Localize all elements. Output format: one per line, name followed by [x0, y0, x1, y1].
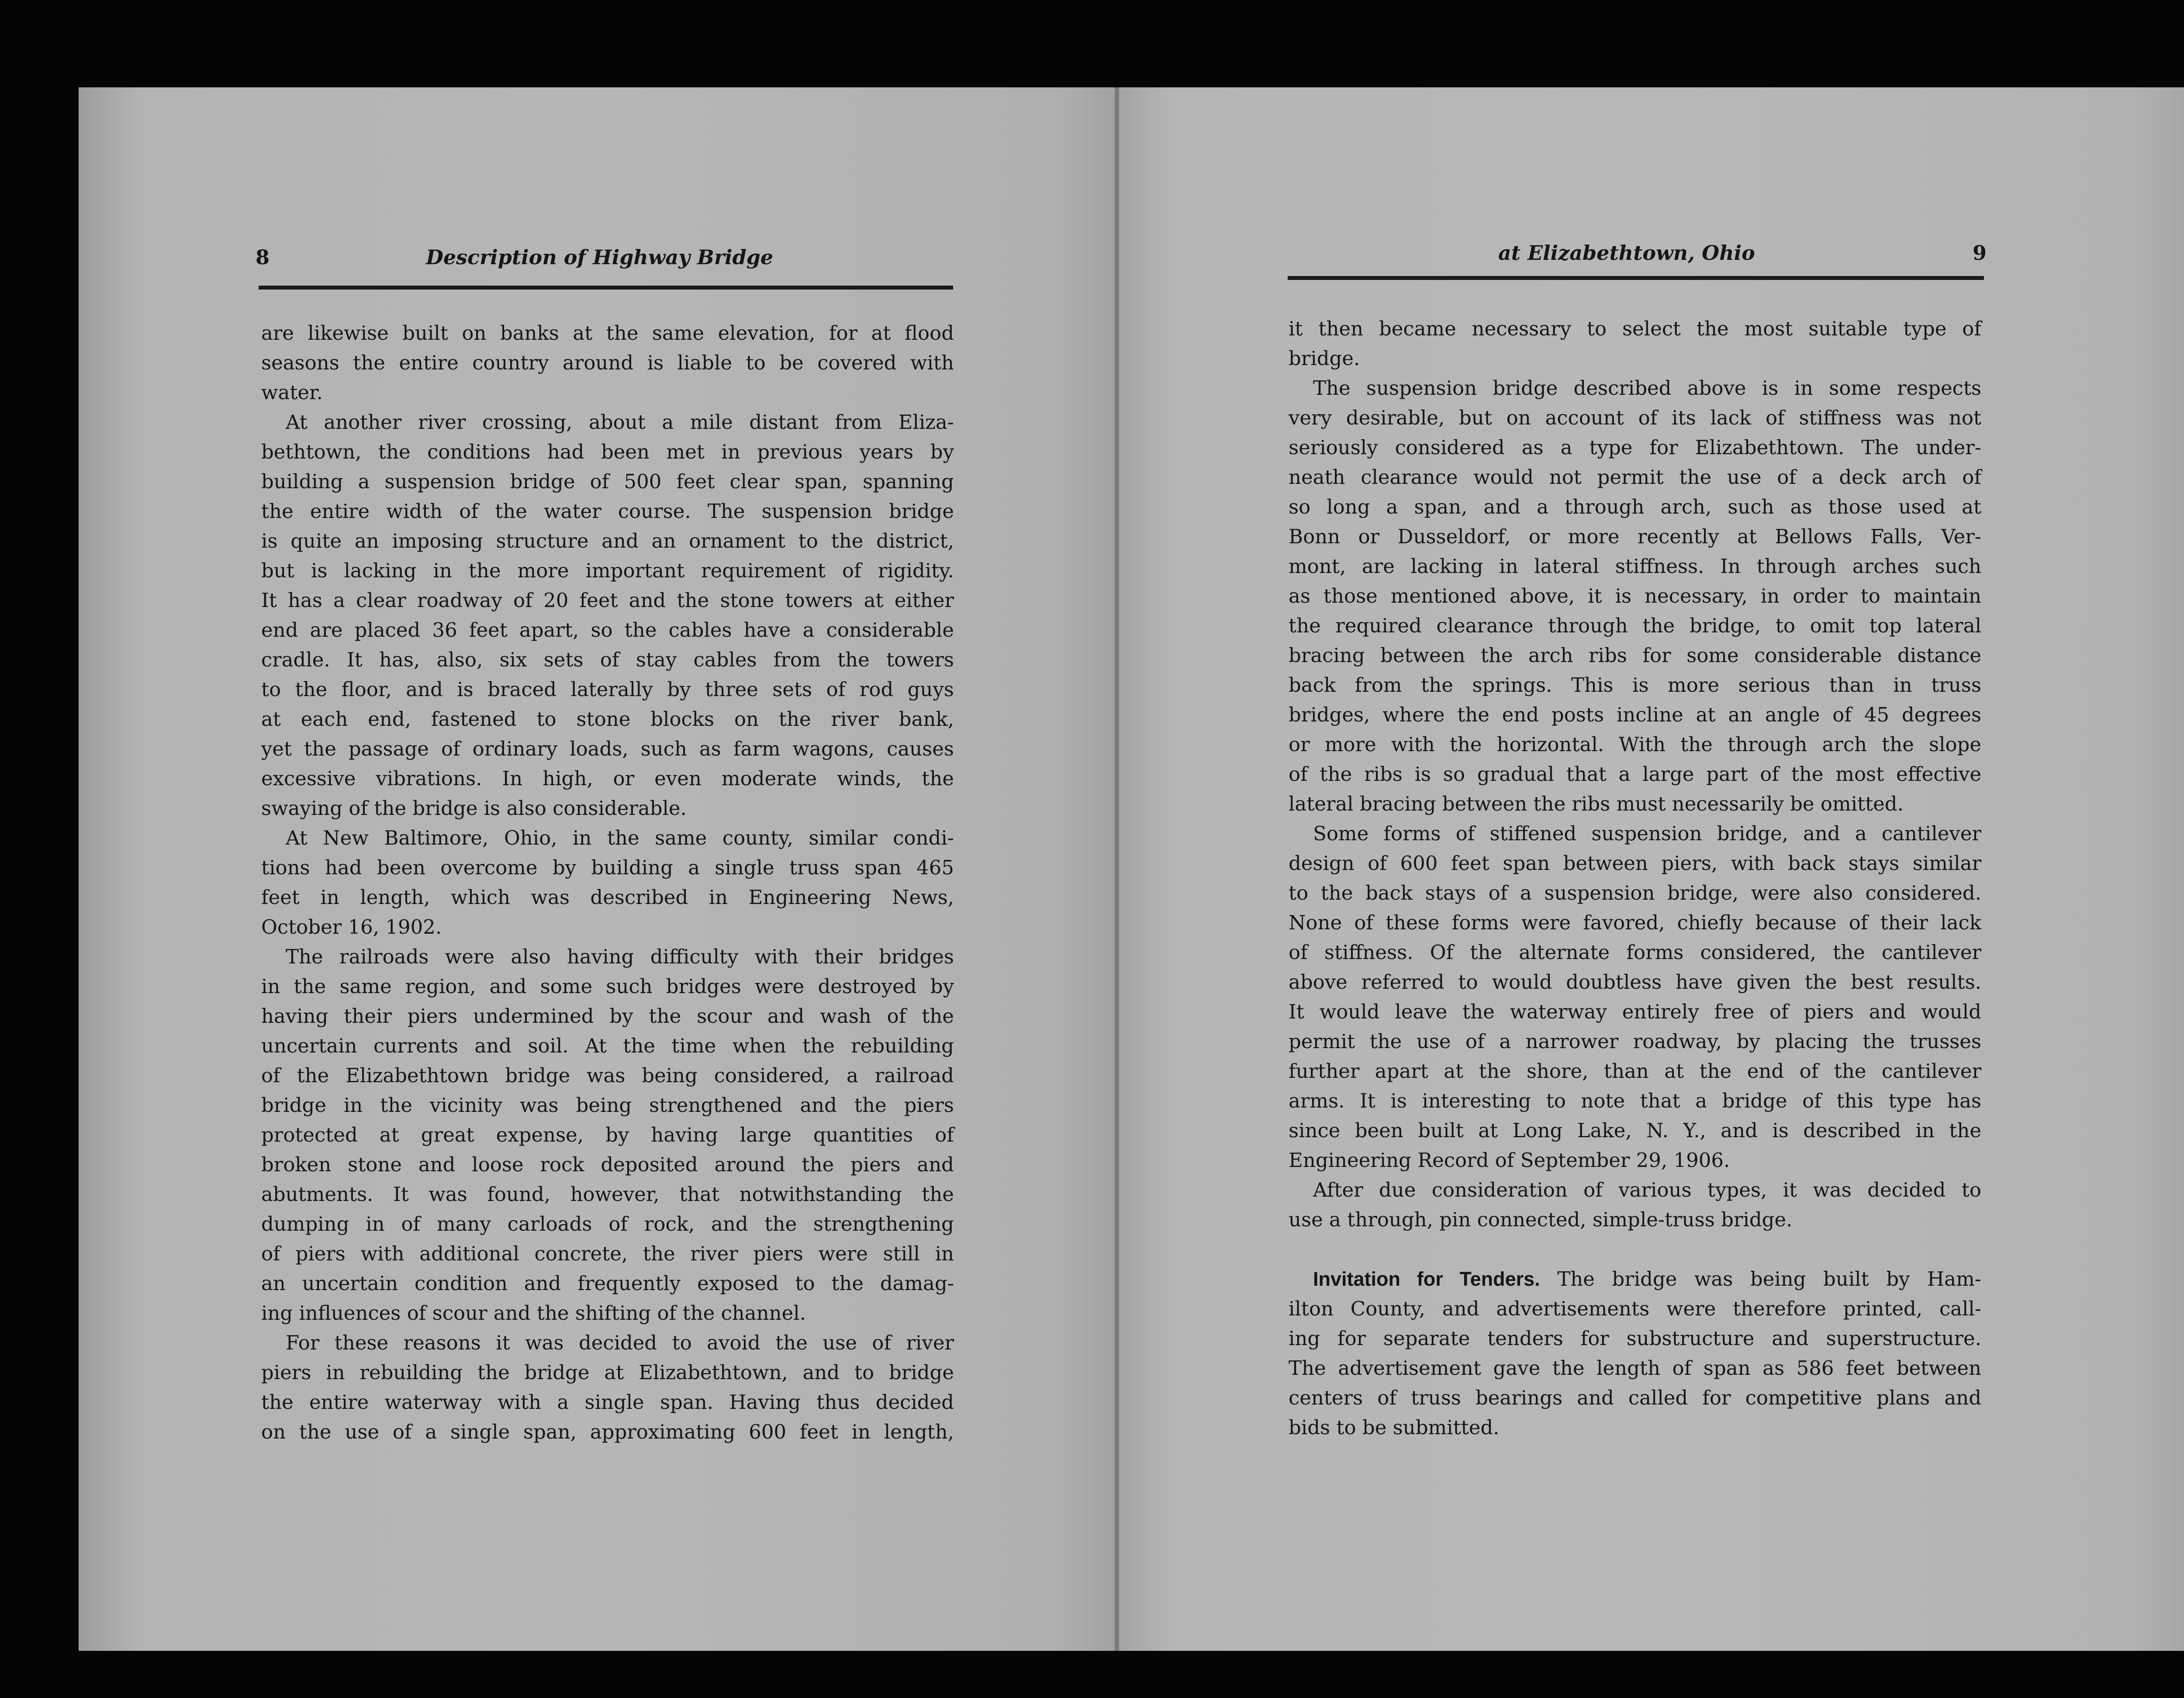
text-line — [261, 1358, 954, 1387]
line-text: piers in rebuilding the bridge at Elizabethtown, and to bridge — [261, 1361, 954, 1384]
paragraph — [261, 1328, 954, 1447]
line-text: an uncertain condition and frequently exposed to the damag- — [261, 1272, 954, 1295]
line-text: It has a clear roadway of 20 feet and the stone towers at either — [261, 589, 954, 612]
text-line — [261, 586, 954, 615]
line-text: bridge. — [1289, 347, 1360, 370]
line-text: It would leave the waterway entirely free of piers and would — [1289, 1000, 1981, 1023]
line-text: The suspension bridge described above is in some respects — [1313, 376, 1981, 400]
line-text: ing influences of scour and the shifting of the channel. — [261, 1301, 806, 1325]
left-header-rule — [259, 286, 953, 290]
text-line — [261, 556, 954, 586]
text-line — [261, 972, 954, 1001]
line-text: of stiffness. Of the alternate forms considered, the cantilever — [1289, 941, 1981, 964]
line-text: permit the use of a narrower roadway, by placing the trusses — [1289, 1030, 1981, 1053]
text-line — [1289, 670, 1981, 700]
text-line — [261, 1417, 954, 1447]
text-line — [1289, 730, 1981, 759]
paragraph — [261, 318, 954, 407]
text-line — [261, 853, 954, 883]
line-text: After due consideration of various types, it was decided to — [1313, 1178, 1981, 1201]
text-line — [1289, 878, 1981, 908]
line-text: dumping in of many carloads of rock, and the strengthening — [261, 1212, 954, 1236]
line-text: bridges, where the end posts incline at an angle of 45 degrees — [1289, 703, 1981, 726]
text-line — [261, 912, 954, 942]
line-text: uncertain currents and soil. At the time when the rebuilding — [261, 1034, 954, 1057]
text-line — [1289, 997, 1981, 1027]
text-line — [1289, 552, 1981, 581]
line-text: lateral bracing between the ribs must necessarily be omitted. — [1289, 792, 1904, 815]
text-line — [261, 407, 954, 437]
paragraph — [1289, 1264, 1981, 1443]
text-line — [1289, 1324, 1981, 1353]
line-text: feet in length, which was described in Engineering News, — [261, 886, 954, 909]
text-line — [1289, 1413, 1981, 1443]
line-text: swaying of the bridge is also considerable. — [261, 797, 687, 820]
text-line — [261, 675, 954, 704]
line-text: ilton County, and advertisements were therefore printed, call- — [1289, 1297, 1981, 1320]
paragraph — [1289, 819, 1981, 1175]
line-text: For these reasons it was decided to avoid the use of river — [286, 1331, 954, 1354]
text-line — [1289, 789, 1981, 819]
line-text: the entire waterway with a single span. Having thus decided — [261, 1391, 954, 1414]
line-text: use a through, pin connected, simple-truss bridge. — [1289, 1208, 1793, 1231]
text-line — [1289, 581, 1981, 611]
line-text: design of 600 feet span between piers, with back stays similar — [1289, 852, 1981, 875]
text-line — [1289, 938, 1981, 967]
line-text: but is lacking in the more important requirement of rigidity. — [261, 559, 954, 582]
line-text: or more with the horizontal. With the through arch the slope — [1289, 733, 1981, 756]
text-line — [261, 734, 954, 764]
text-line — [1289, 1383, 1981, 1413]
line-text: of piers with additional concrete, the river piers were still in — [261, 1242, 954, 1265]
paragraph — [261, 942, 954, 1328]
text-line — [1289, 403, 1981, 433]
line-text: is quite an imposing structure and an ornament to the district, — [261, 529, 954, 552]
line-text: Some forms of stiffened suspension bridge, and a cantilever — [1313, 822, 1981, 845]
text-line — [261, 615, 954, 645]
line-text: The advertisement gave the length of span as 586 feet between — [1289, 1356, 1981, 1380]
text-line — [261, 1387, 954, 1417]
line-text: having their piers undermined by the scour and wash of the — [261, 1004, 954, 1028]
paragraph — [261, 823, 954, 942]
line-text: back from the springs. This is more serious than in truss — [1289, 673, 1981, 697]
text-line — [1289, 1027, 1981, 1056]
text-line — [1289, 1086, 1981, 1116]
text-line — [261, 883, 954, 912]
line-text: abutments. It was found, however, that notwithstanding the — [261, 1183, 954, 1206]
text-line — [1289, 908, 1981, 938]
text-line — [261, 318, 954, 348]
paragraph-gap — [1289, 1235, 1981, 1264]
line-text: very desirable, but on account of its lack of stiffness was not — [1289, 406, 1981, 429]
text-line — [261, 378, 954, 407]
text-line — [261, 1269, 954, 1298]
text-line — [261, 1298, 954, 1328]
line-text: the entire width of the water course. The suspension bridge — [261, 500, 954, 523]
line-text: water. — [261, 381, 323, 404]
right-header-rule — [1288, 276, 1984, 280]
paragraph — [1289, 373, 1981, 819]
text-line — [261, 1091, 954, 1120]
left-running-head: Description of Highway Bridge — [426, 245, 774, 269]
text-line — [261, 1328, 954, 1358]
left-page-number: 8 — [256, 245, 270, 269]
line-text: on the use of a single span, approximating 600 feet in length, — [261, 1420, 954, 1443]
line-text: The bridge was being built by Ham- — [1540, 1267, 1981, 1291]
text-line — [261, 437, 954, 467]
line-text: Bonn or Dusseldorf, or more recently at Bellows Falls, Ver- — [1289, 525, 1981, 548]
text-line — [1289, 373, 1981, 403]
line-text: seasons the entire country around is liable to be covered with — [261, 351, 954, 374]
line-text: centers of truss bearings and called for competitive plans and — [1289, 1386, 1981, 1409]
line-text: At another river crossing, about a mile distant from Eliza- — [286, 411, 954, 434]
line-text: broken stone and loose rock deposited around the piers and — [261, 1153, 954, 1176]
text-line — [1289, 1264, 1981, 1294]
run-in-heading: Invitation for Tenders. — [1313, 1268, 1540, 1290]
line-text: at each end, fastened to stone blocks on the river bank, — [261, 708, 954, 731]
line-text: mont, are lacking in lateral stiffness. In through arches such — [1289, 555, 1981, 578]
book-gutter — [1115, 87, 1119, 1651]
text-line — [1289, 314, 1981, 344]
text-line — [261, 1031, 954, 1061]
text-line — [261, 1150, 954, 1180]
paragraph — [1289, 314, 1981, 373]
text-line — [261, 1061, 954, 1091]
text-line — [1289, 492, 1981, 522]
right-running-head: at Elizabethtown, Ohio — [1498, 241, 1755, 265]
text-line — [1289, 759, 1981, 789]
text-line — [1289, 462, 1981, 492]
line-text: yet the passage of ordinary loads, such as farm wagons, causes — [261, 737, 954, 760]
line-text: the required clearance through the bridge, to omit top lateral — [1289, 614, 1981, 637]
text-line — [261, 823, 954, 853]
text-line — [1289, 1294, 1981, 1324]
text-line — [261, 704, 954, 734]
line-text: ing for separate tenders for substructure and superstructure. — [1289, 1327, 1981, 1350]
line-text: tions had been overcome by building a single truss span 465 — [261, 856, 954, 879]
line-text: Engineering Record of September 29, 1906. — [1289, 1149, 1730, 1172]
line-text: to the floor, and is braced laterally by three sets of rod guys — [261, 678, 954, 701]
line-text: so long a span, and a through arch, such as those used at — [1289, 495, 1981, 518]
right-page-number: 9 — [1973, 241, 1987, 265]
text-line — [261, 1239, 954, 1269]
line-text: bids to be submitted. — [1289, 1416, 1500, 1439]
text-line — [1289, 1353, 1981, 1383]
line-text: building a suspension bridge of 500 feet clear span, spanning — [261, 470, 954, 493]
text-line — [1289, 1116, 1981, 1146]
text-line — [261, 467, 954, 497]
line-text: since been built at Long Lake, N. Y., and is described in the — [1289, 1119, 1981, 1142]
text-line — [1289, 1146, 1981, 1175]
line-text: seriously considered as a type for Elizabethtown. The under- — [1289, 436, 1981, 459]
paragraph — [1289, 1175, 1981, 1235]
right-page-body — [1289, 314, 1981, 1443]
text-line — [261, 794, 954, 823]
line-text: excessive vibrations. In high, or even moderate winds, the — [261, 767, 954, 790]
text-line — [1289, 611, 1981, 641]
text-line — [261, 1209, 954, 1239]
line-text: protected at great expense, by having large quantities of — [261, 1123, 954, 1146]
line-text: neath clearance would not permit the use of a deck arch of — [1289, 466, 1981, 489]
line-text: further apart at the shore, than at the end of the cantilever — [1289, 1060, 1981, 1083]
line-text: cradle. It has, also, six sets of stay cables from the towers — [261, 648, 954, 671]
line-text: are likewise built on banks at the same elevation, for at flood — [261, 321, 954, 345]
line-text: above referred to would doubtless have given the best results. — [1289, 970, 1981, 994]
left-page-body — [261, 318, 954, 1447]
text-line — [1289, 641, 1981, 670]
text-line — [1289, 849, 1981, 878]
text-line — [261, 497, 954, 526]
text-line — [1289, 700, 1981, 730]
text-line — [261, 645, 954, 675]
line-text: October 16, 1902. — [261, 915, 442, 939]
text-line — [261, 1180, 954, 1209]
line-text: in the same region, and some such bridges were destroyed by — [261, 975, 954, 998]
line-text: it then became necessary to select the most suitable type of — [1289, 317, 1981, 340]
line-text: to the back stays of a suspension bridge, were also considered. — [1289, 881, 1981, 904]
line-text: bracing between the arch ribs for some considerable distance — [1289, 644, 1981, 667]
text-line — [1289, 1205, 1981, 1235]
text-line — [1289, 1056, 1981, 1086]
text-line — [261, 764, 954, 794]
line-text: as those mentioned above, it is necessary, in order to maintain — [1289, 584, 1981, 607]
line-text: bridge in the vicinity was being strengthened and the piers — [261, 1094, 954, 1117]
text-line — [1289, 1175, 1981, 1205]
line-text: of the ribs is so gradual that a large part of the most effective — [1289, 763, 1981, 786]
line-text: bethtown, the conditions had been met in previous years by — [261, 440, 954, 463]
text-line — [1289, 819, 1981, 849]
text-line — [261, 1120, 954, 1150]
text-line — [1289, 522, 1981, 552]
paragraph — [261, 407, 954, 823]
line-text: None of these forms were favored, chiefly because of their lack — [1289, 911, 1981, 934]
text-line — [261, 348, 954, 378]
text-line — [1289, 967, 1981, 997]
text-line — [1289, 344, 1981, 373]
line-text: arms. It is interesting to note that a bridge of this type has — [1289, 1089, 1981, 1112]
line-text: At New Baltimore, Ohio, in the same county, similar condi- — [286, 826, 954, 849]
text-line — [261, 526, 954, 556]
text-line — [261, 942, 954, 972]
line-text: of the Elizabethtown bridge was being considered, a railroad — [261, 1064, 954, 1087]
line-text: The railroads were also having difficulty with their bridges — [286, 945, 954, 968]
text-line — [1289, 433, 1981, 462]
line-text: end are placed 36 feet apart, so the cables have a considerable — [261, 618, 954, 642]
text-line — [261, 1001, 954, 1031]
